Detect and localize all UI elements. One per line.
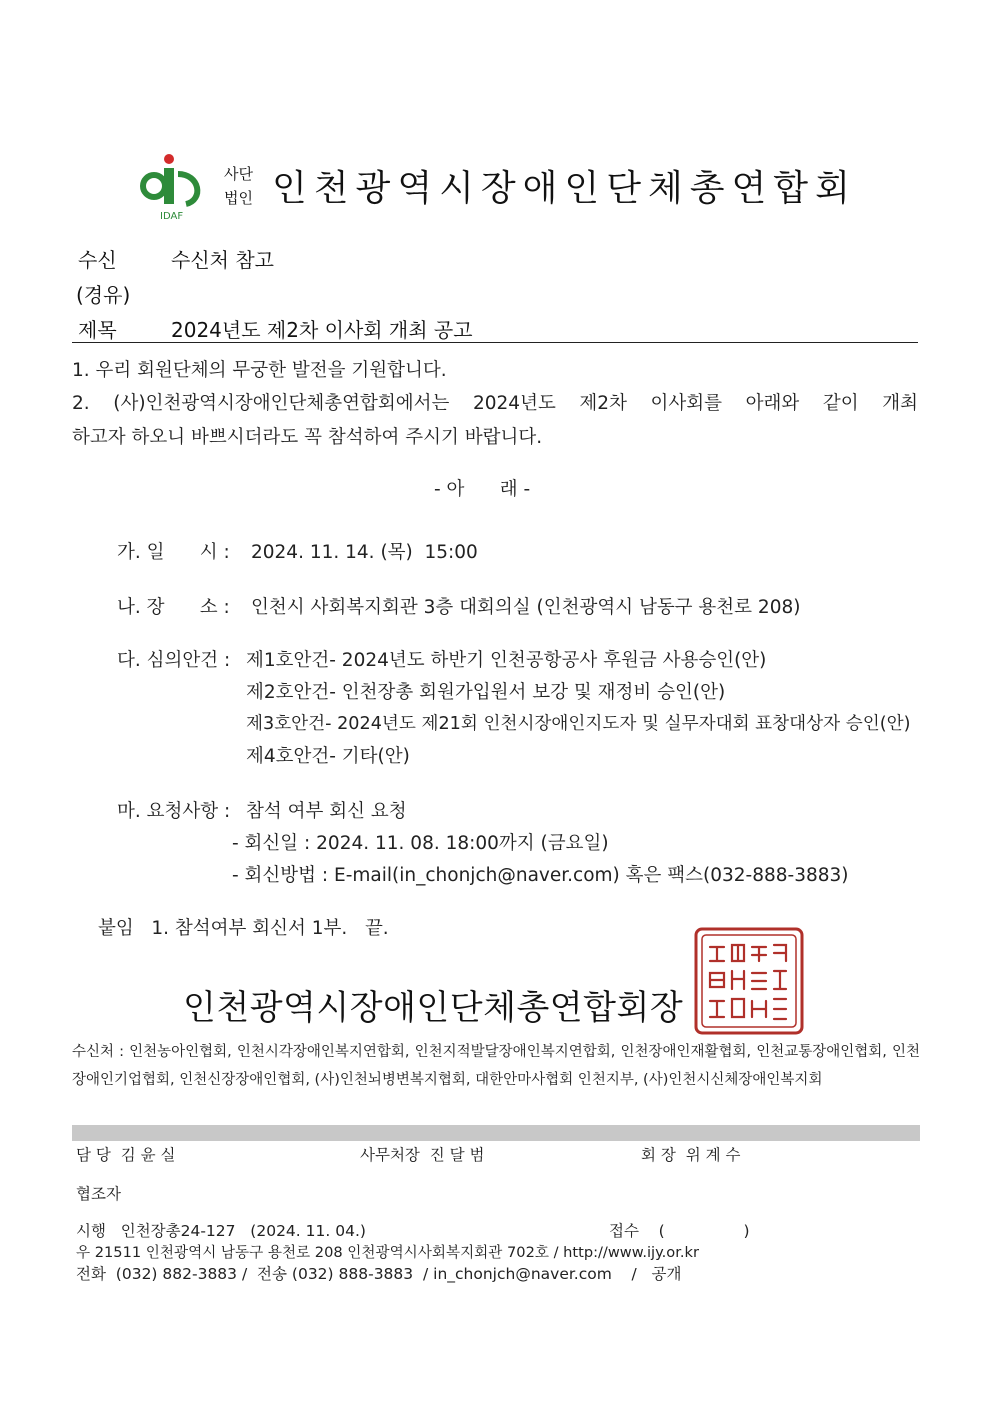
attachment-line: 붙임 1. 참석여부 회신서 1부. 끝. [98, 918, 389, 939]
logo-green-d [178, 174, 197, 204]
time-value: 2024. 11. 14. (목) 15:00 [251, 542, 478, 563]
org-type-line2: 법인 [224, 189, 253, 207]
sender-name: 인천광역시장애인단체총연합회장 [183, 988, 684, 1028]
footer-address: 우 21511 인천광역시 남동구 용천로 208 인천광역시사회복지회관 702호 / http://www.ijy.or.kr [76, 1244, 699, 1261]
to-value: 수신처 참고 [171, 248, 274, 272]
below-heading: - 아 래 - [434, 479, 531, 500]
agenda-item-2: 제2호안건- 인천장총 회원가입원서 보강 및 재정비 승인(안) [246, 682, 726, 703]
subject-label: 제목 [78, 318, 117, 342]
official-seal-icon [694, 927, 804, 1035]
place-label: 나. 장 소 : [117, 597, 230, 618]
org-title: 인천광역시장애인단체총연합회 [272, 168, 857, 209]
agenda-label: 다. 심의안건 : [117, 650, 231, 671]
to-label: 수신 [78, 248, 117, 272]
footer-president: 회 장 위 계 수 [641, 1146, 741, 1164]
body-line-1: 1. 우리 회원단체의 무궁한 발전을 기원합니다. [72, 360, 447, 381]
footer-divider-bar [72, 1125, 920, 1141]
logo-green-ring-left [143, 175, 165, 197]
request-value: 참석 여부 회신 요청 [246, 801, 407, 822]
footer-cooperator: 협조자 [76, 1185, 121, 1203]
logo-text: IDAF [160, 211, 184, 222]
via-label: (경유) [76, 283, 131, 307]
footer-secretary: 사무처장 진 달 범 [360, 1146, 485, 1164]
body-line-2: 2. (사)인천광역시장애인단체총연합회에서는 2024년도 제2차 이사회를 아래와 같이 개최 [72, 393, 918, 414]
request-label: 마. 요청사항 : [117, 801, 231, 822]
agenda-item-1: 제1호안건- 2024년도 하반기 인천공항공사 후원금 사용승인(안) [246, 650, 767, 671]
footer-enforcement: 시행 인천장총24-127 (2024. 11. 04.) [76, 1222, 366, 1240]
org-type-line1: 사단 [224, 165, 253, 183]
footer-contact: 전화 (032) 882-3883 / 전송 (032) 888-3883 / in_chonjch@naver.com / 공개 [76, 1265, 682, 1283]
agenda-item-3: 제3호안건- 2024년도 제21회 인천시장애인지도자 및 실무자대회 표창대상자 승인(안) [246, 714, 911, 734]
footer-receipt: 접수 ( ) [609, 1222, 750, 1240]
reply-method: - 회신방법 : E-mail(in_chonjch@naver.com) 혹은 팩스(032-888-3883) [232, 865, 849, 886]
footer-manager: 담 당 김 윤 실 [76, 1146, 176, 1164]
recipients-list: 수신처 : 인천농아인협회, 인천시각장애인복지연합회, 인천지적발달장애인복지연합회, 인천장애인재활협회, 인천교통장애인협회, 인천장애인기업협회, 인천신장장애인협회, (사)인천뇌병변복지협회, 대한안마사협회 인천지부, (사)인천시신체장애인복지회 [72, 1044, 920, 1088]
body-line-3: 하고자 하오니 바쁘시더라도 꼭 참석하여 주시기 바랍니다. [72, 427, 543, 448]
time-label: 가. 일 시 : [117, 542, 230, 563]
org-type [224, 162, 253, 210]
subject-divider [72, 342, 918, 343]
subject-value: 2024년도 제2차 이사회 개최 공고 [171, 318, 473, 342]
reply-date: - 회신일 : 2024. 11. 08. 18:00까지 (금요일) [232, 833, 609, 854]
agenda-item-4: 제4호안건- 기타(안) [246, 746, 410, 767]
logo-red-dot [164, 154, 174, 164]
organization-logo [138, 152, 208, 222]
place-value: 인천시 사회복지회관 3층 대회의실 (인천광역시 남동구 용천로 208) [251, 597, 801, 618]
